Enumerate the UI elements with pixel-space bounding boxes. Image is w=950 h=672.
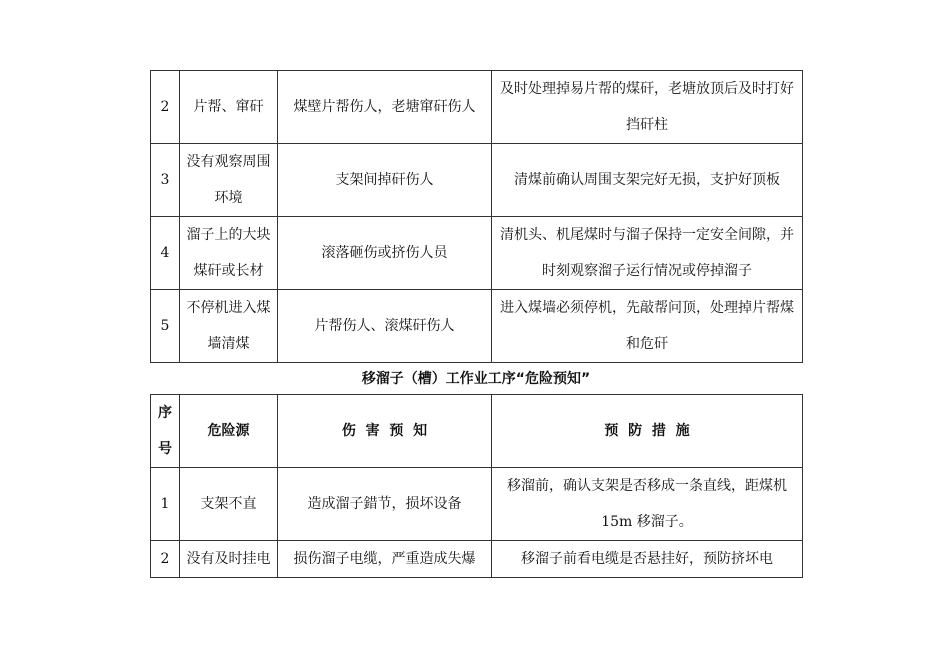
harm-prediction: 造成溜子錯节，损坏设备 [278,468,492,541]
header-harm: 伤 害 预 知 [278,395,492,468]
hazard-source: 支架不直 [180,468,278,541]
row-number: 2 [151,541,180,578]
table-row [151,290,803,363]
prevention-measure: 进入煤墙必须停机，先敲帮问顶，处理掉片帮煤和危矸 [492,290,803,363]
row-number: 1 [151,468,180,541]
table-row [151,541,803,578]
hazard-source: 溜子上的大块煤矸或长材 [180,217,278,290]
header-measure: 预 防 措 施 [492,395,803,468]
header-source: 危险源 [180,395,278,468]
table-row [151,468,803,541]
hazard-table-continued [150,70,803,363]
row-number: 2 [151,71,180,144]
header-number: 序号 [151,395,180,468]
table-header-row [151,395,803,468]
section-title: 移溜子（槽）工作业工序“危险预知” [361,371,591,387]
hazard-table [150,394,803,578]
harm-prediction: 支架间掉矸伤人 [278,144,492,217]
hazard-source: 不停机进入煤墙清煤 [180,290,278,363]
prevention-measure: 清机头、机尾煤时与溜子保持一定安全间隙，并时刻观察溜子运行情况或停掉溜子 [492,217,803,290]
prevention-measure: 及时处理掉易片帮的煤矸，老塘放顶后及时打好挡矸柱 [492,71,803,144]
harm-prediction: 片帮伤人、滚煤矸伤人 [278,290,492,363]
harm-prediction: 滚落砸伤或挤伤人员 [278,217,492,290]
prevention-measure: 移溜子前看电缆是否悬挂好，预防挤坏电 [492,541,803,578]
prevention-measure: 清煤前确认周围支架完好无损，支护好顶板 [492,144,803,217]
harm-prediction: 损伤溜子电缆，严重造成失爆 [278,541,492,578]
table-row [151,144,803,217]
row-number: 3 [151,144,180,217]
prevention-measure: 移溜前，确认支架是否移成一条直线，距煤机 15m 移溜子。 [492,468,803,541]
hazard-source: 没有及时挂电 [180,541,278,578]
row-number: 5 [151,290,180,363]
hazard-source: 片帮、窜矸 [180,71,278,144]
harm-prediction: 煤壁片帮伤人，老塘窜矸伤人 [278,71,492,144]
hazard-source: 没有观察周围环境 [180,144,278,217]
table-row [151,71,803,144]
table-row [151,217,803,290]
row-number: 4 [151,217,180,290]
